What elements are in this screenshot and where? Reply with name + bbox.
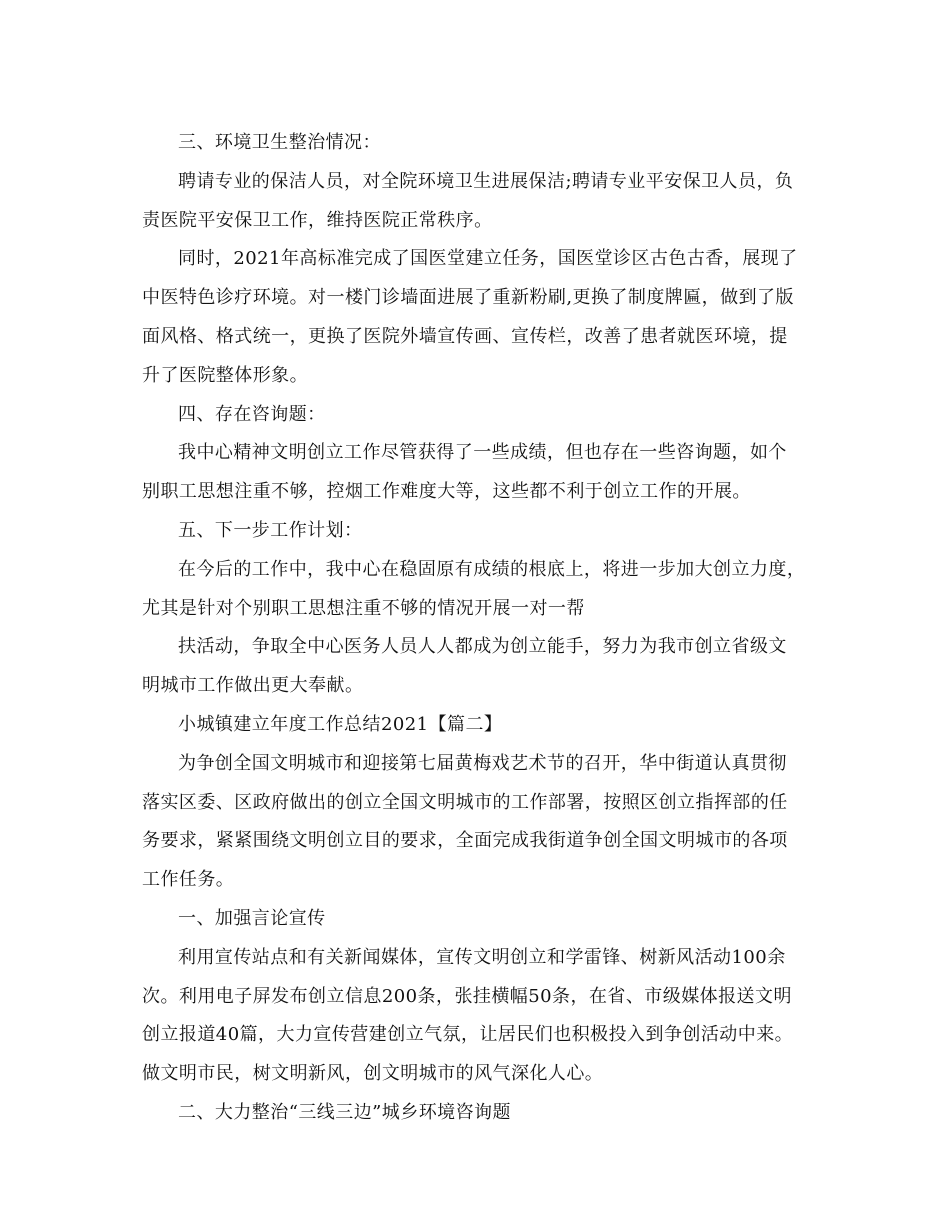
paragraph: [142, 628, 812, 706]
paragraph: [142, 551, 812, 629]
paragraph: [142, 939, 812, 1094]
text-line: 明城市工作做出更大奉献。: [142, 675, 364, 697]
paragraph: [142, 900, 812, 939]
paragraph: [142, 512, 812, 551]
paragraph: [142, 706, 812, 745]
text-line: 我中心精神文明创立工作尽管获得了一些成绩，但也存在一些咨询题，如个: [178, 442, 787, 464]
text-line: 为争创全国文明城市和迎接第七届黄梅戏艺术节的召开，华中街道认真贯彻: [178, 752, 787, 774]
text-line: 二、大力整治“三线三边”城乡环境咨询题: [178, 1101, 511, 1123]
text-line: 扶活动，争取全中心医务人员人人都成为创立能手，努力为我市创立省级文: [178, 636, 787, 658]
text-line: 四、存在咨询题：: [178, 403, 326, 425]
text-line: 在今后的工作中，我中心在稳固原有成绩的根底上，将进一步加大创立力度，: [178, 558, 806, 580]
text-line: 面风格、格式统一，更换了医院外墙宣传画、宣传栏，改善了患者就医环境，提: [142, 325, 788, 347]
text-line: 中医特色诊疗环境。对一楼门诊墙面进展了重新粉刷,更换了制度牌匾，做到了版: [142, 287, 794, 309]
paragraph: [142, 434, 812, 512]
text-line: 创立报道40篇，大力宣传营建创立气氛，让居民们也积极投入到争创活动中来。: [142, 1024, 794, 1046]
text-line: 尤其是针对个别职工思想注重不够的情况开展一对一帮: [142, 597, 585, 619]
text-line: 同时，2021年高标准完成了国医堂建立任务，国医堂诊区古色古香，展现了: [178, 248, 798, 270]
paragraph: [142, 396, 812, 435]
document-body: [142, 124, 812, 1133]
paragraph: [142, 1094, 812, 1133]
text-line: 利用宣传站点和有关新闻媒体，宣传文明创立和学雷锋、树新风活动100余: [178, 946, 786, 968]
text-line: 次。利用电子屏发布创立信息200条，张挂横幅50条，在省、市级媒体报送文明: [142, 985, 792, 1007]
text-line: 三、环境卫生整治情况：: [178, 132, 381, 153]
text-line: 五、下一步工作计划：: [178, 519, 363, 541]
paragraph: [142, 745, 812, 900]
paragraph: [142, 240, 812, 395]
text-line: 升了医院整体形象。: [142, 364, 309, 386]
text-line: 小城镇建立年度工作总结2021【篇二】: [178, 713, 503, 735]
text-line: 工作任务。: [142, 869, 235, 891]
paragraph: [142, 163, 812, 241]
text-line: 务要求，紧紧围绕文明创立目的要求，全面完成我街道争创全国文明城市的各项: [142, 830, 788, 852]
text-line: 做文明市民，树文明新风，创文明城市的风气深化人心。: [142, 1063, 604, 1085]
text-line: 聘请专业的保洁人员，对全院环境卫生进展保洁;聘请专业平安保卫人员，负: [178, 170, 794, 192]
text-line: 别职工思想注重不够，控烟工作难度大等，这些都不利于创立工作的开展。: [142, 481, 751, 503]
text-line: 责医院平安保卫工作，维持医院正常秩序。: [142, 209, 493, 231]
text-line: 一、加强言论宣传: [178, 907, 326, 929]
text-line: 落实区委、区政府做出的创立全国文明城市的工作部署，按照区创立指挥部的任: [142, 791, 788, 813]
paragraph: [142, 124, 812, 163]
